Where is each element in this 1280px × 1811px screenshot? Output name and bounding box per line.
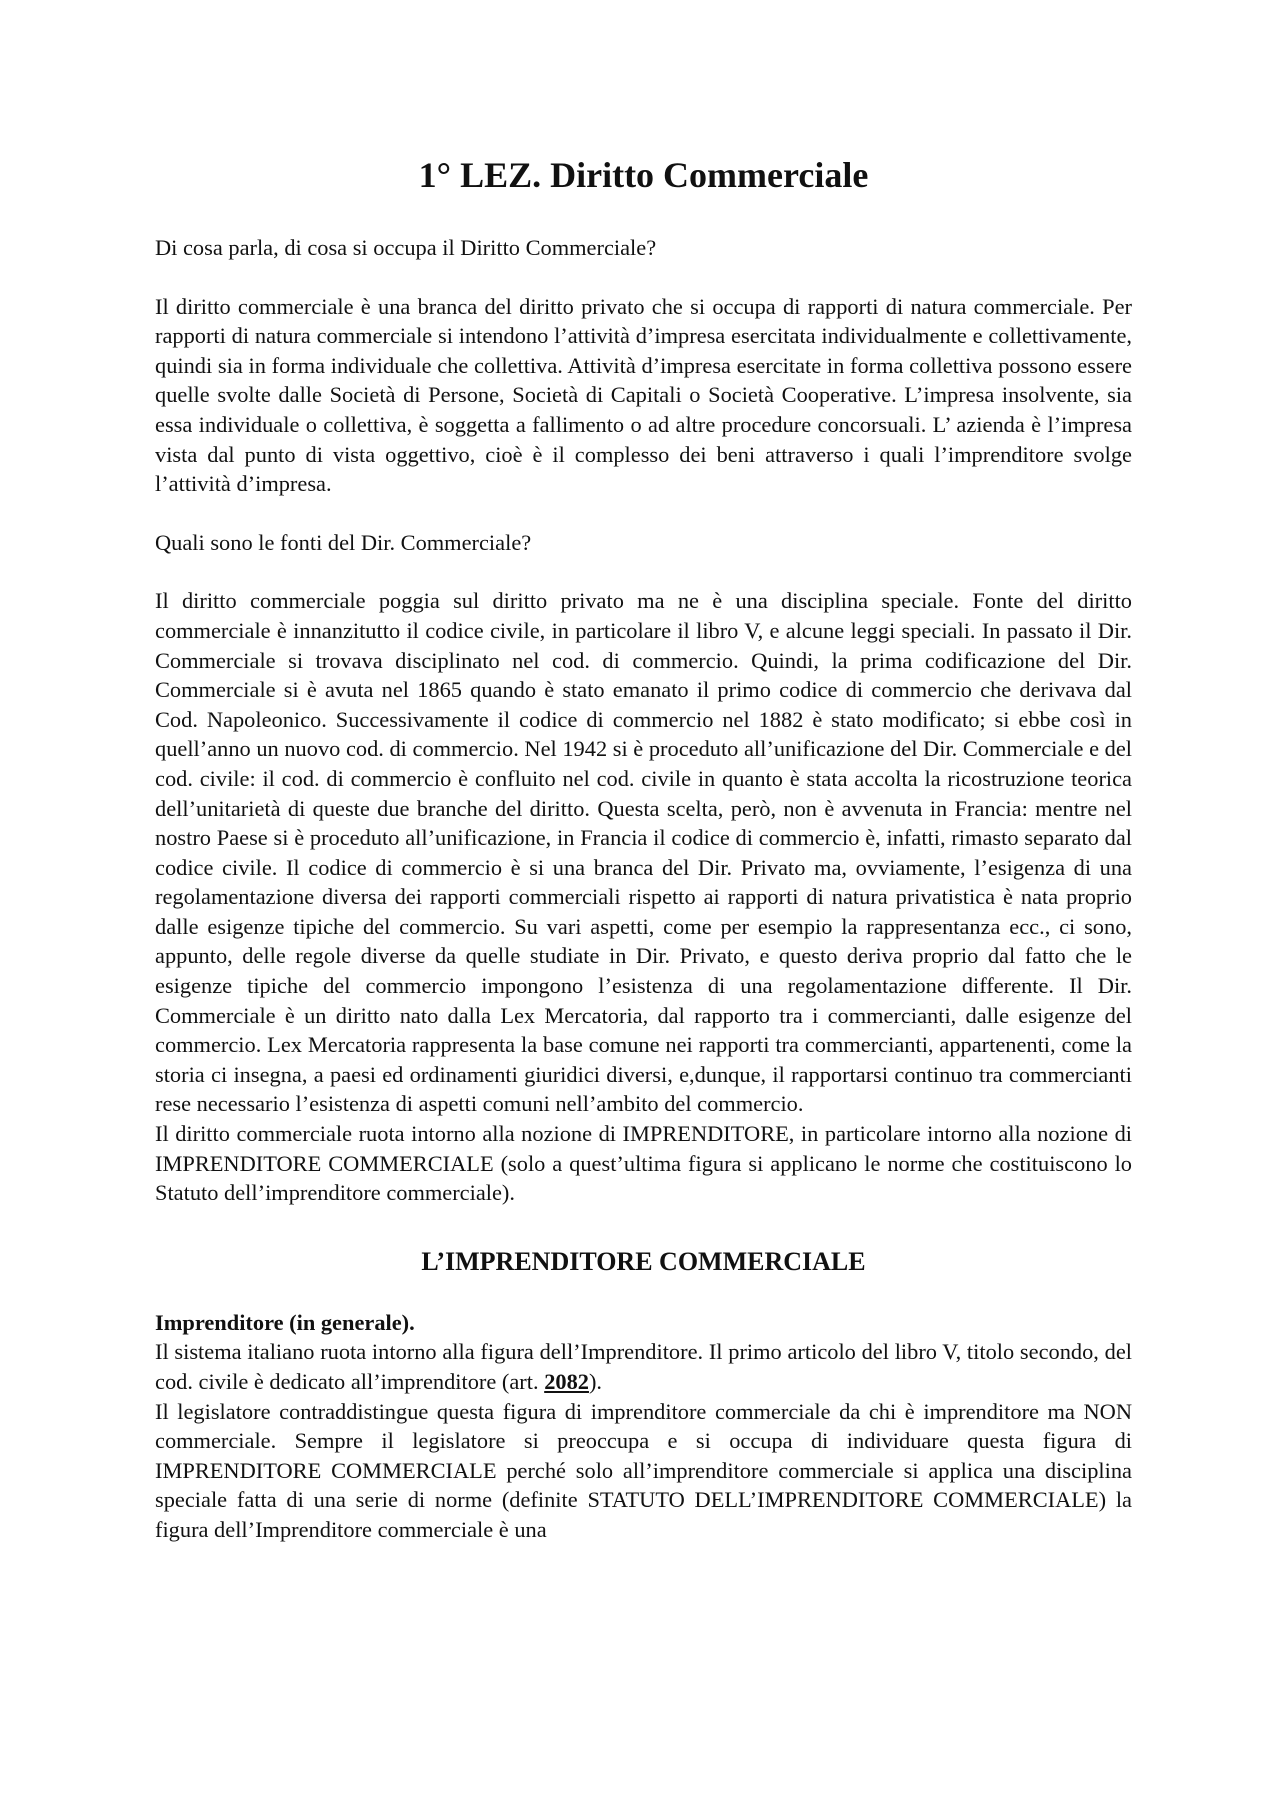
document-title: 1° LEZ. Diritto Commerciale [418,155,869,195]
article-reference-link[interactable]: 2082 [544,1369,589,1394]
section-title: L’IMPRENDITORE COMMERCIALE [421,1246,866,1276]
question-2: Quali sono le fonti del Dir. Commerciale? [155,529,532,555]
paragraph-4-end: ). [588,1369,603,1394]
paragraph-4-text: Il sistema italiano ruota intorno alla figura dell’Imprenditore. Il primo articolo del libro V, titolo secondo, del cod. civile è dedicato all’imprenditore (art. [155,1339,1132,1394]
document-page [155,155,1132,1545]
answer-2-paragraph: Il diritto commerciale poggia sul diritto privato ma ne è una disciplina speciale. Fonte del diritto commerciale è innanzitutto il codice civile, in particolare il libro V, e alcune leggi speciali. In passato il Dir. Commerciale si trovava disciplinato nel cod. di commercio. Quindi, la prima codificazione del Dir. Commerciale si è avuta nel 1865 quando è stato emanato il primo codice di commercio che derivava dal Cod. Napoleonico. Successivamente il codice di commercio nel 1882 è stato modificato; si ebbe così in quell’anno un nuovo cod. di commercio. Nel 1942 si è proceduto all’unificazione del Dir. Commerciale e del cod. civile: il cod. di commercio è confluito nel cod. civile in quanto è stata accolta la ricostruzione teorica dell’unitarietà di queste due branche del diritto. Questa scelta, però, non è avvenuta in Francia: mentre nel nostro Paese si è proceduto all’unificazione, in Francia il codice di commercio è, infatti, rimasto separato dal codice civile. Il codice di commercio è si una branca del Dir. Privato ma, ovviamente, l’esigenza di una regolamentazione diversa dei rapporti commerciali rispetto ai rapporti di natura privatistica è nata proprio dalle esigenze tipiche del commercio. Su vari aspetti, come per esempio la rappresentanza ecc., ci sono, appunto, delle regole diverse da quelle studiate in Dir. Privato, e questo deriva proprio dal fatto che le esigenze tipiche del commercio impongono l’esistenza di una regolamentazione differente. Il Dir. Commerciale è un diritto nato dalla Lex Mercatoria, dal rapporto tra i commercianti, dalle esigenze del commercio. Lex Mercatoria rappresenta la base comune nei rapporti tra commercianti, appartenenti, come la storia ci insegna, a paesi ed ordinamenti giuridici diversi, e,dunque, il rapportarsi continuo tra commercianti rese necessario l’esistenza di aspetti comuni nell’ambito del commercio. [155,588,1132,1117]
subheading: Imprenditore (in generale). [155,1309,415,1335]
answer-1-paragraph: Il diritto commerciale è una branca del diritto privato che si occupa di rapporti di natura commerciale. Per rapporti di natura commerciale si intendono l’attività d’impresa esercitata individualmente e collettivamente, quindi sia in forma individuale che collettiva. Attività d’impresa esercitate in forma collettiva possono essere quelle svolte dalle Società di Persone, Società di Capitali o Società Cooperative. L’impresa insolvente, sia essa individuale o collettiva, è soggetta a fallimento o ad altre procedure concorsuali. L’ azienda è l’impresa vista dal punto di vista oggettivo, cioè è il complesso dei beni attraverso i quali l’imprenditore svolge l’attività d’impresa. [155,293,1132,497]
question-1: Di cosa parla, di cosa si occupa il Diritto Commerciale? [155,235,657,260]
paragraph-5: Il legislatore contraddistingue questa figura di imprenditore commerciale da chi è imprenditore ma NON commerciale. Sempre il legislatore si preoccupa e si occupa di individuare questa figura di IMPRENDITORE COMMERCIALE perché solo all’imprenditore commerciale si applica una disciplina speciale fatta di una serie di norme (definite STATUTO DELL’IMPRENDITORE COMMERCIALE) la figura dell’Imprenditore commerciale è una [155,1398,1132,1542]
paragraph-4 [155,1337,1132,1396]
answer-3-paragraph: Il diritto commerciale ruota intorno alla nozione di IMPRENDITORE, in particolare intorno alla nozione di IMPRENDITORE COMMERCIALE (solo a quest’ultima figura si applicano le norme che costituiscono lo Statuto dell’imprenditore commerciale). [155,1121,1132,1206]
